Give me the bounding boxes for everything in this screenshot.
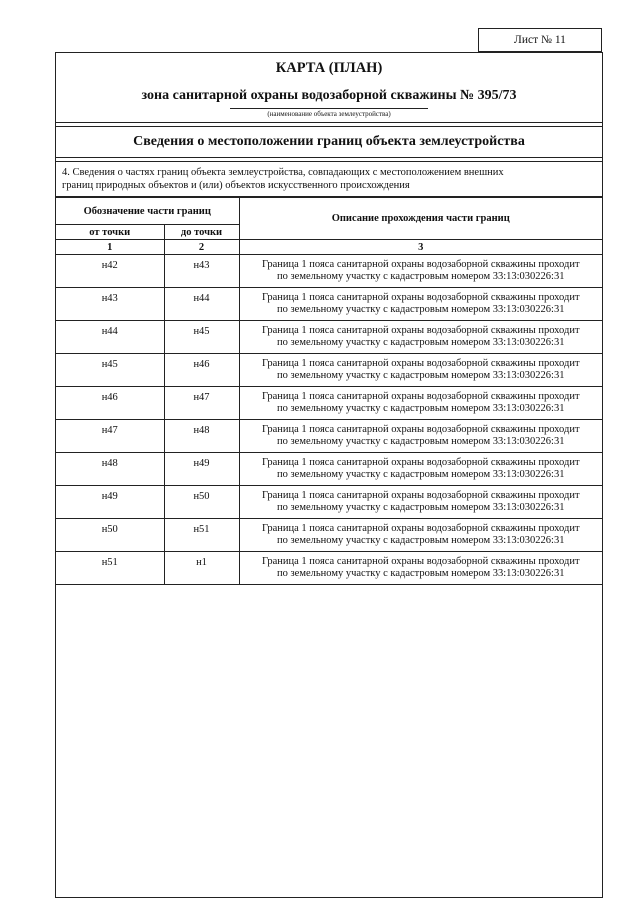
table-row — [56, 321, 602, 354]
title-block — [56, 53, 602, 123]
table-row — [56, 354, 602, 387]
to-point-cell: н49 — [164, 453, 239, 486]
column-number-1: 1 — [56, 240, 164, 255]
table-row — [56, 453, 602, 486]
description-line-2: по земельному участку с кадастровым номером 33:13:030226:31 — [277, 502, 565, 513]
header-from-point: от точки — [56, 225, 164, 240]
description-line-1: Граница 1 пояса санитарной охраны водозаборной скважины проходит — [261, 325, 580, 336]
intro-line-2: границ природных объектов и (или) объектов искусственного происхождения — [62, 179, 410, 191]
description-line-1: Граница 1 пояса санитарной охраны водозаборной скважины проходит — [261, 556, 580, 567]
description-cell — [239, 552, 602, 585]
from-point-cell: н44 — [56, 321, 164, 354]
description-line-2: по земельному участку с кадастровым номером 33:13:030226:31 — [277, 469, 565, 480]
description-cell — [239, 519, 602, 552]
description-cell — [239, 453, 602, 486]
description-line-1: Граница 1 пояса санитарной охраны водозаборной скважины проходит — [261, 523, 580, 534]
table-row — [56, 486, 602, 519]
from-point-cell: н48 — [56, 453, 164, 486]
from-point-cell: н46 — [56, 387, 164, 420]
description-cell — [239, 486, 602, 519]
description-line-2: по земельному участку с кадастровым номером 33:13:030226:31 — [277, 403, 565, 414]
description-line-2: по земельному участку с кадастровым номером 33:13:030226:31 — [277, 535, 565, 546]
from-point-cell: н51 — [56, 552, 164, 585]
to-point-cell: н46 — [164, 354, 239, 387]
section-title: Сведения о местоположении границ объекта землеустройства — [56, 127, 602, 158]
to-point-cell: н47 — [164, 387, 239, 420]
document-subtitle: зона санитарной охраны водозаборной скважины № 395/73 — [141, 88, 517, 103]
to-point-cell: н50 — [164, 486, 239, 519]
table-row — [56, 288, 602, 321]
description-line-1: Граница 1 пояса санитарной охраны водозаборной скважины проходит — [261, 259, 580, 270]
intro-text — [56, 162, 602, 197]
description-line-1: Граница 1 пояса санитарной охраны водозаборной скважины проходит — [261, 457, 580, 468]
description-cell — [239, 420, 602, 453]
to-point-cell: н45 — [164, 321, 239, 354]
description-cell — [239, 255, 602, 288]
from-point-cell: н42 — [56, 255, 164, 288]
table-row — [56, 552, 602, 585]
description-cell — [239, 288, 602, 321]
description-line-2: по земельному участку с кадастровым номером 33:13:030226:31 — [277, 271, 565, 282]
description-line-1: Граница 1 пояса санитарной охраны водозаборной скважины проходит — [261, 358, 580, 369]
document-title: КАРТА (ПЛАН) — [275, 60, 383, 76]
document-frame — [55, 52, 603, 898]
description-line-2: по земельному участку с кадастровым номером 33:13:030226:31 — [277, 337, 565, 348]
description-line-1: Граница 1 пояса санитарной охраны водозаборной скважины проходит — [261, 490, 580, 501]
description-cell — [239, 354, 602, 387]
description-cell — [239, 387, 602, 420]
description-line-1: Граница 1 пояса санитарной охраны водозаборной скважины проходит — [261, 292, 580, 303]
to-point-cell: н48 — [164, 420, 239, 453]
header-description: Описание прохождения части границ — [239, 198, 602, 240]
description-line-2: по земельному участку с кадастровым номером 33:13:030226:31 — [277, 370, 565, 381]
from-point-cell: н43 — [56, 288, 164, 321]
boundary-table — [56, 197, 602, 585]
description-line-1: Граница 1 пояса санитарной охраны водозаборной скважины проходит — [261, 391, 580, 402]
description-cell — [239, 321, 602, 354]
header-to-point: до точки — [164, 225, 239, 240]
table-row — [56, 420, 602, 453]
intro-line-1: 4. Сведения о частях границ объекта землеустройства, совпадающих с местоположением внешних — [62, 167, 504, 178]
column-number-2: 2 — [164, 240, 239, 255]
description-line-2: по земельному участку с кадастровым номером 33:13:030226:31 — [277, 568, 565, 579]
table-row — [56, 255, 602, 288]
description-line-2: по земельному участку с кадастровым номером 33:13:030226:31 — [277, 436, 565, 447]
header-boundary-part: Обозначение части границ — [56, 198, 239, 225]
sheet-number-label: Лист № 11 — [514, 34, 566, 46]
sheet-number — [478, 28, 602, 52]
description-line-1: Граница 1 пояса санитарной охраны водозаборной скважины проходит — [261, 424, 580, 435]
from-point-cell: н47 — [56, 420, 164, 453]
table-row — [56, 519, 602, 552]
table-row — [56, 387, 602, 420]
object-caption: (наименование объекта землеустройства) — [230, 108, 428, 121]
column-number-3: 3 — [239, 240, 602, 255]
to-point-cell: н44 — [164, 288, 239, 321]
from-point-cell: н49 — [56, 486, 164, 519]
to-point-cell: н51 — [164, 519, 239, 552]
to-point-cell: н1 — [164, 552, 239, 585]
from-point-cell: н50 — [56, 519, 164, 552]
from-point-cell: н45 — [56, 354, 164, 387]
description-line-2: по земельному участку с кадастровым номером 33:13:030226:31 — [277, 304, 565, 315]
to-point-cell: н43 — [164, 255, 239, 288]
